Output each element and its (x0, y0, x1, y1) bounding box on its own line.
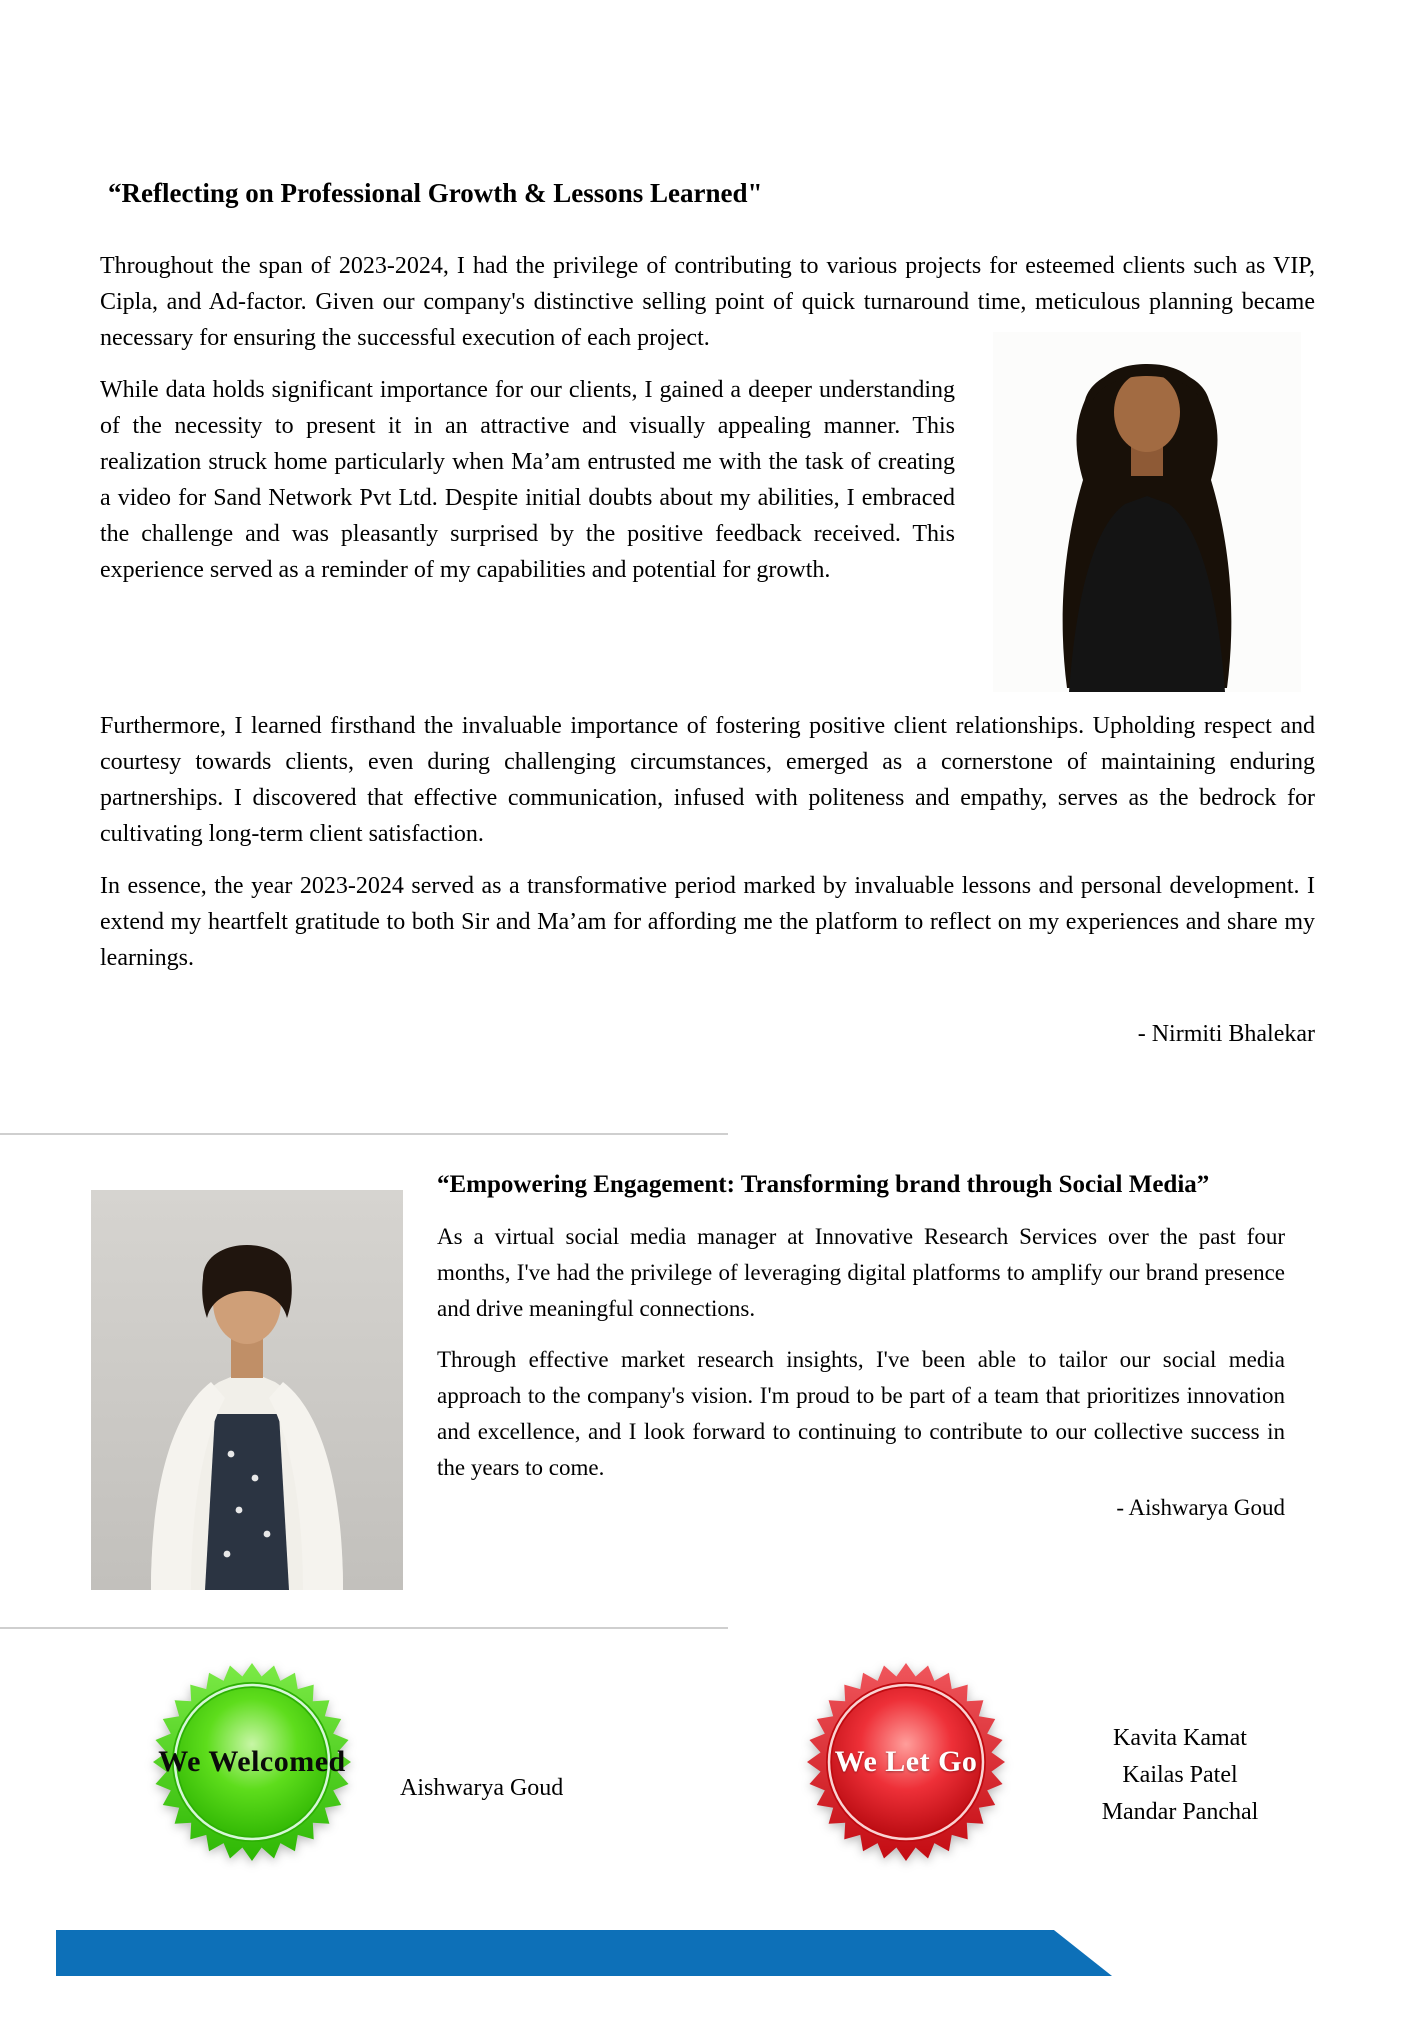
section-reflecting (100, 176, 1315, 1052)
paragraph: Throughout the span of 2023-2024, I had the privilege of contributing to various projects for esteemed clients such as VIP, Cipla, and Ad-factor. Given our company's distinctive selling point of quick turnaround time, meticulous planning became necessary for ensuring the successful execution of each project. (100, 253, 1315, 351)
section-divider (0, 1627, 728, 1629)
we-welcomed-badge (152, 1662, 352, 1862)
we-welcomed-label: We Welcomed (158, 1745, 346, 1778)
bottom-blue-banner (56, 1930, 1112, 1976)
paragraph (100, 372, 1315, 588)
let-go-names (1040, 1720, 1320, 1831)
section-empowering (91, 1168, 1315, 1590)
aishwarya-portrait-photo (91, 1190, 403, 1590)
attribution-aishwarya: - Aishwarya Goud (1116, 1495, 1285, 1520)
paragraph: As a virtual social media manager at Innovative Research Services over the past four months, I've had the privilege of leveraging digital platforms to amplify our brand presence and drive meaningful connections. (437, 1224, 1285, 1321)
let-go-name: Kailas Patel (1122, 1762, 1238, 1788)
section1-title: “Reflecting on Professional Growth & Lessons Learned" (108, 178, 763, 208)
let-go-name: Mandar Panchal (1101, 1799, 1259, 1825)
paragraph-text: While data holds significant importance for our clients, I gained a deeper understanding of the necessity to present it in an attractive and visually appealing manner. This realization struck home particularly when Ma’am entrusted me with the task of creating a video for Sand Network Pvt Ltd. Despite initial doubts about my abilities, I embraced the challenge and was pleasantly surprised by the positive feedback received. This experience served as a reminder of my capabilities and potential for growth. (100, 377, 955, 583)
let-go-name: Kavita Kamat (1113, 1725, 1247, 1751)
welcomed-names: Aishwarya Goud (400, 1775, 564, 1801)
footer-people-updates (0, 1650, 1428, 1940)
paragraph: Furthermore, I learned firsthand the invaluable importance of fostering positive client relationships. Upholding respect and courtesy towards clients, even during challenging circumstances, emerged as a cornerstone of maintaining enduring partnerships. I discovered that effective communication, infused with politeness and empathy, serves as the bedrock for cultivating long-term client satisfaction. (100, 713, 1315, 847)
portrait-photo-icon (993, 332, 1301, 692)
we-let-go-label: We Let Go (834, 1745, 978, 1778)
paragraph: In essence, the year 2023-2024 served as a transformative period marked by invaluable lessons and personal development. I extend my heartfelt gratitude to both Sir and Ma’am for affording me the platform to reflect on my experiences and share my learnings. (100, 873, 1315, 971)
section-divider (0, 1133, 728, 1135)
section2-text-column (437, 1168, 1285, 1590)
paragraph: Through effective market research insights, I've been able to tailor our social media approach to the company's vision. I'm proud to be part of a team that prioritizes innovation and excellence, and I look forward to continuing to contribute to our collective success in the years to come. (437, 1347, 1285, 1480)
attribution-nirmiti: - Nirmiti Bhalekar (1137, 1021, 1315, 1047)
section2-title: “Empowering Engagement: Transforming brand through Social Media” (437, 1171, 1210, 1198)
portrait-photo-icon (91, 1190, 403, 1590)
nirmiti-portrait-photo (993, 332, 1301, 692)
we-let-go-badge (806, 1662, 1006, 1862)
